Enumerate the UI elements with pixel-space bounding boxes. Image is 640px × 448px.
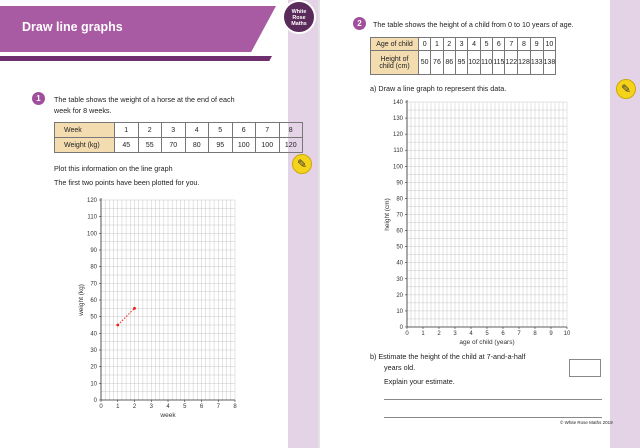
- table-cell: 76: [431, 51, 443, 75]
- table-cell: Age of child: [371, 38, 419, 51]
- explanation-line[interactable]: [384, 399, 602, 400]
- table-cell: 128: [518, 51, 531, 75]
- x-axis-label: age of child (years): [459, 339, 515, 346]
- table-cell: 2: [138, 123, 162, 138]
- y-tick-label: 120: [86, 198, 97, 204]
- question-2-number: 2: [353, 17, 366, 30]
- y-axis-label: height (cm): [384, 198, 391, 231]
- table-cell: 1: [115, 123, 139, 138]
- x-tick-label: 6: [199, 404, 204, 410]
- x-tick-label: 0: [99, 404, 103, 410]
- explanation-line[interactable]: [384, 417, 602, 418]
- y-tick-label: 20: [396, 292, 403, 299]
- y-tick-label: 40: [90, 331, 97, 338]
- table-cell: 50: [419, 51, 431, 75]
- table-cell: 95: [455, 51, 467, 75]
- y-tick-label: 70: [90, 281, 97, 288]
- estimate-answer-box[interactable]: [569, 359, 601, 377]
- pencil-icon: ✎: [292, 154, 312, 174]
- x-axis-label: week: [160, 412, 176, 419]
- q1-instruction-1: Plot this information on the line graph: [54, 164, 173, 173]
- q1-text-line1: The table shows the weight of a horse at the end of each: [54, 95, 235, 104]
- y-tick-label: 30: [90, 348, 97, 354]
- y-tick-label: 10: [90, 381, 97, 388]
- y-tick-label: 100: [392, 164, 403, 171]
- table-cell: 1: [431, 38, 443, 51]
- table-cell: 4: [185, 123, 209, 138]
- x-tick-label: 1: [116, 404, 120, 410]
- y-tick-label: 100: [86, 231, 97, 238]
- x-tick-label: 6: [501, 331, 505, 337]
- x-tick-label: 5: [183, 404, 187, 410]
- y-tick-label: 0: [93, 398, 97, 404]
- y-tick-label: 110: [393, 148, 403, 155]
- grid: [407, 102, 567, 327]
- y-tick-label: 40: [396, 260, 403, 267]
- y-tick-label: 90: [396, 180, 403, 187]
- table-cell: 7: [505, 38, 518, 51]
- table-cell: 80: [185, 138, 209, 153]
- x-tick-label: 3: [149, 404, 153, 410]
- table-cell: 10: [543, 38, 556, 51]
- table-cell: 115: [493, 51, 505, 75]
- x-tick-label: 0: [405, 331, 409, 337]
- x-tick-label: 2: [437, 331, 441, 337]
- q1-text-line2: week for 8 weeks.: [54, 106, 112, 115]
- copyright: © White Rose Maths 2019: [560, 420, 613, 425]
- x-tick-label: 10: [563, 331, 571, 337]
- y-tick-label: 80: [90, 264, 97, 271]
- x-tick-label: 4: [469, 331, 473, 337]
- x-tick-label: 7: [517, 331, 521, 337]
- table-cell: 133: [530, 51, 543, 75]
- q1-instruction-2: The first two points have been plotted for you.: [54, 178, 200, 187]
- y-tick-label: 20: [90, 364, 97, 371]
- table-cell: 9: [530, 38, 543, 51]
- y-tick-label: 70: [396, 212, 403, 219]
- table-cell: 45: [115, 138, 139, 153]
- table-cell: 7: [256, 123, 280, 138]
- x-tick-label: 8: [233, 404, 237, 410]
- white-rose-maths-logo: White Rose Maths: [282, 0, 316, 34]
- y-tick-label: 10: [396, 308, 403, 315]
- table-cell: 4: [468, 38, 481, 51]
- y-tick-label: 0: [399, 325, 403, 331]
- pencil-icon: ✎: [616, 79, 636, 99]
- table-cell: 86: [443, 51, 455, 75]
- table-cell: 120: [279, 138, 303, 153]
- table-cell: 55: [138, 138, 162, 153]
- table-cell: 6: [493, 38, 505, 51]
- table-cell: 5: [209, 123, 233, 138]
- table-cell: 6: [232, 123, 256, 138]
- table-cell: 8: [518, 38, 531, 51]
- x-tick-label: 8: [533, 331, 537, 337]
- table-cell: 8: [279, 123, 303, 138]
- y-tick-label: 90: [90, 248, 97, 254]
- table-cell: 2: [443, 38, 455, 51]
- table-cell: 95: [209, 138, 233, 153]
- y-axis-label: weight (kg): [78, 284, 85, 316]
- x-tick-label: 4: [166, 404, 170, 410]
- y-tick-label: 140: [392, 100, 403, 106]
- y-tick-label: 110: [87, 214, 97, 221]
- table-cell: 100: [256, 138, 280, 153]
- y-tick-label: 50: [90, 314, 97, 321]
- table-cell: 5: [480, 38, 492, 51]
- page-title: Draw line graphs: [22, 20, 123, 34]
- y-tick-label: 50: [396, 244, 403, 251]
- table-cell: 3: [162, 123, 186, 138]
- table-cell: Weight (kg): [55, 138, 115, 153]
- table-cell: 3: [455, 38, 467, 51]
- question-1-number: 1: [32, 92, 45, 105]
- table-cell: 0: [419, 38, 431, 51]
- y-tick-label: 60: [396, 228, 403, 235]
- y-tick-label: 120: [392, 132, 403, 139]
- q2-part-a: a) Draw a line graph to represent this data.: [370, 84, 507, 93]
- y-tick-label: 80: [396, 196, 403, 203]
- x-tick-label: 9: [549, 331, 553, 337]
- x-tick-label: 7: [216, 404, 220, 410]
- y-tick-label: 130: [392, 116, 403, 123]
- table-cell: 100: [232, 138, 256, 153]
- x-tick-label: 5: [485, 331, 489, 337]
- table-cell: 102: [468, 51, 481, 75]
- table-cell: 122: [505, 51, 518, 75]
- y-tick-label: 60: [90, 298, 97, 304]
- q2-part-b-line1: b) Estimate the height of the child at 7-and-a-half: [370, 352, 526, 361]
- table-cell: 70: [162, 138, 186, 153]
- y-tick-label: 30: [396, 276, 403, 283]
- x-tick-label: 2: [132, 404, 137, 410]
- q2-explain: Explain your estimate.: [384, 377, 455, 386]
- table-cell: 138: [543, 51, 556, 75]
- table-cell: Height of child (cm): [371, 51, 419, 75]
- x-tick-label: 1: [421, 331, 425, 337]
- q2-text: The table shows the height of a child from 0 to 10 years of age.: [373, 20, 574, 29]
- x-tick-label: 3: [453, 331, 457, 337]
- table-cell: 110: [480, 51, 492, 75]
- q2-part-b-line2: years old.: [384, 363, 416, 372]
- table-cell: Week: [55, 123, 115, 138]
